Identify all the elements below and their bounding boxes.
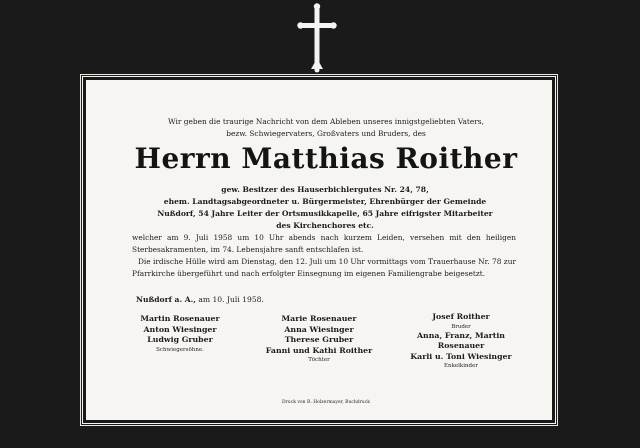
mourner-name: Rosenauer xyxy=(437,341,485,350)
mourner-name: Therese Gruber xyxy=(284,335,354,344)
intro-text xyxy=(126,116,526,140)
relation-label: Schwiegersöhne. xyxy=(156,346,204,353)
intro-line-2: bezw. Schwiegervaters, Großvaters und Bruders, des xyxy=(226,129,426,138)
cross-icon xyxy=(297,3,337,73)
description-line-2: ehem. Landtagsabgeordneter u. Bürgermeister, Ehrenbürger der Gemeinde xyxy=(163,197,487,206)
mourner-name: Anna, Franz, Martin xyxy=(417,330,505,340)
description-line-1: gew. Besitzer des Hauserbichlergutes Nr. 24, 78, xyxy=(221,185,429,194)
mourners-column-brother-grandchildren xyxy=(396,312,526,370)
mourners-column-daughters xyxy=(254,314,384,364)
place: Nußdorf a. A., xyxy=(136,295,196,304)
description-line-3: Nußdorf, 54 Jahre Leiter der Ortsmusikkapelle, 65 Jahre eifrigster Mitarbeiter xyxy=(157,209,493,218)
obituary-card xyxy=(86,80,552,420)
place-date xyxy=(136,294,436,306)
relation-label: Töchter xyxy=(308,357,330,363)
mourner-name: Marie Rosenauer xyxy=(281,314,357,323)
relation-label: Enkelkinder xyxy=(444,363,478,369)
body-paragraph-funeral: Die irdische Hülle wird am Dienstag, den 12. Juli um 10 Uhr vormittags vom Trauerhause Nr. 78 zur Pfarrkirche übergeführt und nach erfolgter Einsegnung im eigenen Familiengrabe beigesetzt. xyxy=(132,257,516,278)
mourner-name: Ludwig Gruber xyxy=(147,335,213,344)
mourner-name: Karli u. Toni Wiesinger xyxy=(410,351,512,361)
printer-imprint: Druck von R. Holzermayer, Buchdruck xyxy=(282,400,370,405)
body-paragraph-death: welcher am 9. Juli 1958 um 10 Uhr abends nach kurzem Leiden, versehen mit den heiligen Sterbesakramenten, im 74. Lebensjahre sanft entschlafen ist. xyxy=(132,233,516,254)
mourner-name: Martin Rosenauer xyxy=(140,314,220,323)
mourner-name: Anton Wiesinger xyxy=(143,324,217,334)
intro-line-1: Wir geben die traurige Nachricht von dem Ableben unseres innigstgeliebten Vaters, xyxy=(168,117,484,126)
mourners-column-sons-in-law xyxy=(120,314,240,354)
mourner-name: Josef Roither xyxy=(432,312,490,321)
date: am 10. Juli 1958. xyxy=(198,295,264,304)
description-line-4: des Kirchenchores etc. xyxy=(276,221,374,230)
relation-label: Bruder xyxy=(451,323,471,330)
mourner-name: Anna Wiesinger xyxy=(284,324,354,334)
deceased-description xyxy=(132,184,518,232)
mourner-name: Fanni und Kathi Roither xyxy=(265,345,373,355)
obituary-body xyxy=(132,232,516,280)
deceased-name: Herrn Matthias Roither xyxy=(134,142,518,175)
